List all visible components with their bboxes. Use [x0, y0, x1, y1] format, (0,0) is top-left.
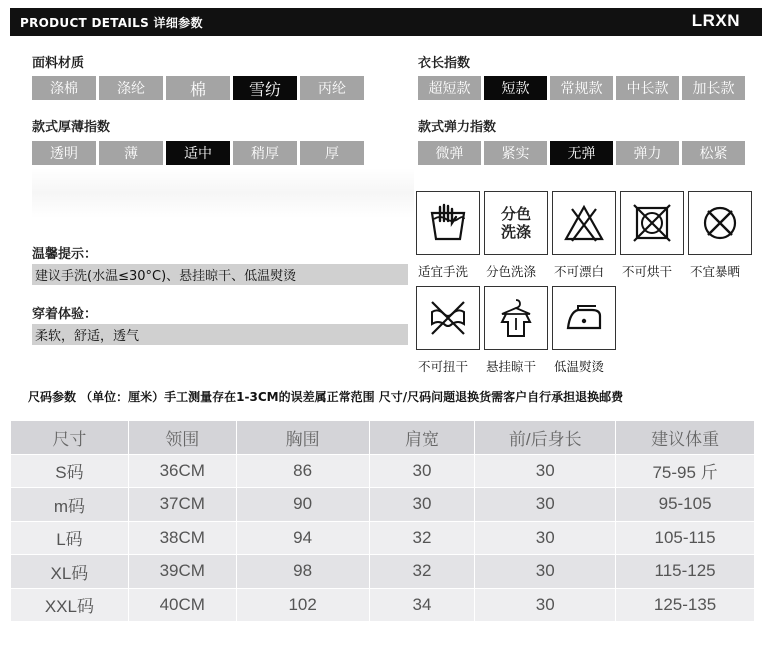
table-cell: 32 [369, 521, 475, 555]
care-label: 低温熨烫 [554, 359, 605, 374]
feel-text: 柔软，舒适，透气 [32, 324, 408, 345]
table-cell: 30 [475, 488, 616, 522]
fabric-option: 涤棉 [32, 76, 96, 100]
table-row [11, 588, 755, 622]
header-title: PRODUCT DETAILS 详细参数 [20, 16, 203, 30]
thickness-option: 薄 [99, 141, 163, 165]
thickness-option: 稍厚 [233, 141, 297, 165]
table-row [11, 454, 755, 488]
fabric-option: 涤纶 [99, 76, 163, 100]
fabric-option-selected: 雪纺 [233, 76, 297, 100]
table-row [11, 521, 755, 555]
size-table [10, 420, 755, 622]
wash-separately-icon [484, 191, 548, 255]
elasticity-option-selected: 无弹 [550, 141, 613, 165]
tips-text: 建议手洗(水温≤30°C)、悬挂晾干、低温熨烫 [32, 264, 408, 285]
table-cell: S码 [11, 454, 129, 488]
elasticity-option: 松紧 [682, 141, 745, 165]
thickness-options [32, 141, 364, 165]
table-row [11, 555, 755, 589]
table-cell: 39CM [128, 555, 236, 589]
length-option: 常规款 [550, 76, 613, 100]
table-header-cell: 尺寸 [11, 421, 129, 455]
table-cell: 30 [369, 488, 475, 522]
care-label: 适宜手洗 [418, 264, 469, 279]
table-cell: 105-115 [616, 521, 755, 555]
table-cell: 98 [236, 555, 369, 589]
elasticity-option: 紧实 [484, 141, 547, 165]
table-cell: 30 [475, 521, 616, 555]
table-header-cell: 胸围 [236, 421, 369, 455]
elasticity-option: 微弹 [418, 141, 481, 165]
no-wring-icon [416, 286, 480, 350]
table-cell: 40CM [128, 588, 236, 622]
fabric-option: 丙纶 [300, 76, 364, 100]
length-option: 加长款 [682, 76, 745, 100]
table-header-cell: 领围 [128, 421, 236, 455]
length-option: 超短款 [418, 76, 481, 100]
table-cell: 37CM [128, 488, 236, 522]
table-cell: 34 [369, 588, 475, 622]
care-label: 悬挂晾干 [486, 359, 537, 374]
care-label: 不可烘干 [622, 264, 673, 279]
no-bleach-icon [552, 191, 616, 255]
table-cell: XL码 [11, 555, 129, 589]
table-header-row [11, 421, 755, 455]
length-options [418, 76, 745, 100]
table-cell: 115-125 [616, 555, 755, 589]
table-cell: 30 [369, 454, 475, 488]
header-bar [10, 8, 762, 36]
table-header-cell: 前/后身长 [475, 421, 616, 455]
hang-dry-icon [484, 286, 548, 350]
elasticity-option: 弹力 [616, 141, 679, 165]
thickness-option: 透明 [32, 141, 96, 165]
table-cell: 125-135 [616, 588, 755, 622]
wash-separately-line1: 分色 [500, 205, 531, 223]
elasticity-options [418, 141, 745, 165]
feel-title: 穿着体验： [32, 307, 98, 322]
table-cell: m码 [11, 488, 129, 522]
table-cell: 102 [236, 588, 369, 622]
care-label: 分色洗涤 [486, 264, 537, 279]
table-cell: 30 [475, 555, 616, 589]
table-row [11, 488, 755, 522]
table-header-cell: 肩宽 [369, 421, 475, 455]
table-cell: 30 [475, 454, 616, 488]
care-label: 不可漂白 [554, 264, 605, 279]
fabric-label: 面料材质 [32, 56, 85, 71]
table-header-cell: 建议体重 [616, 421, 755, 455]
brand-logo: LRXN [691, 11, 740, 30]
thickness-option: 厚 [300, 141, 364, 165]
table-cell: 86 [236, 454, 369, 488]
table-cell: 36CM [128, 454, 236, 488]
length-option-selected: 短款 [484, 76, 547, 100]
elasticity-label: 款式弹力指数 [418, 120, 497, 135]
table-cell: 95-105 [616, 488, 755, 522]
no-tumble-dry-icon [620, 191, 684, 255]
table-cell: 32 [369, 555, 475, 589]
table-cell: L码 [11, 521, 129, 555]
length-option: 中长款 [616, 76, 679, 100]
wash-separately-line2: 洗涤 [500, 223, 531, 241]
thickness-option-selected: 适中 [166, 141, 230, 165]
low-iron-icon [552, 286, 616, 350]
length-label: 衣长指数 [418, 56, 471, 71]
hand-wash-icon [416, 191, 480, 255]
no-sun-dry-icon [688, 191, 752, 255]
fabric-option: 棉 [166, 76, 230, 100]
table-cell: XXL码 [11, 588, 129, 622]
blank-area [32, 168, 414, 218]
size-note: 尺码参数 （单位：厘米）手工测量存在1-3CM的误差属正常范围 尺寸/尺码问题退换货需客户自行承担退换邮费 [28, 390, 624, 404]
tips-title: 温馨提示： [32, 247, 98, 262]
table-cell: 75-95 斤 [616, 454, 755, 488]
fabric-options [32, 76, 364, 100]
table-cell: 38CM [128, 521, 236, 555]
table-cell: 90 [236, 488, 369, 522]
care-label: 不宜暴晒 [690, 264, 741, 279]
table-cell: 94 [236, 521, 369, 555]
table-cell: 30 [475, 588, 616, 622]
care-label: 不可扭干 [418, 359, 469, 374]
thickness-label: 款式厚薄指数 [32, 120, 111, 135]
